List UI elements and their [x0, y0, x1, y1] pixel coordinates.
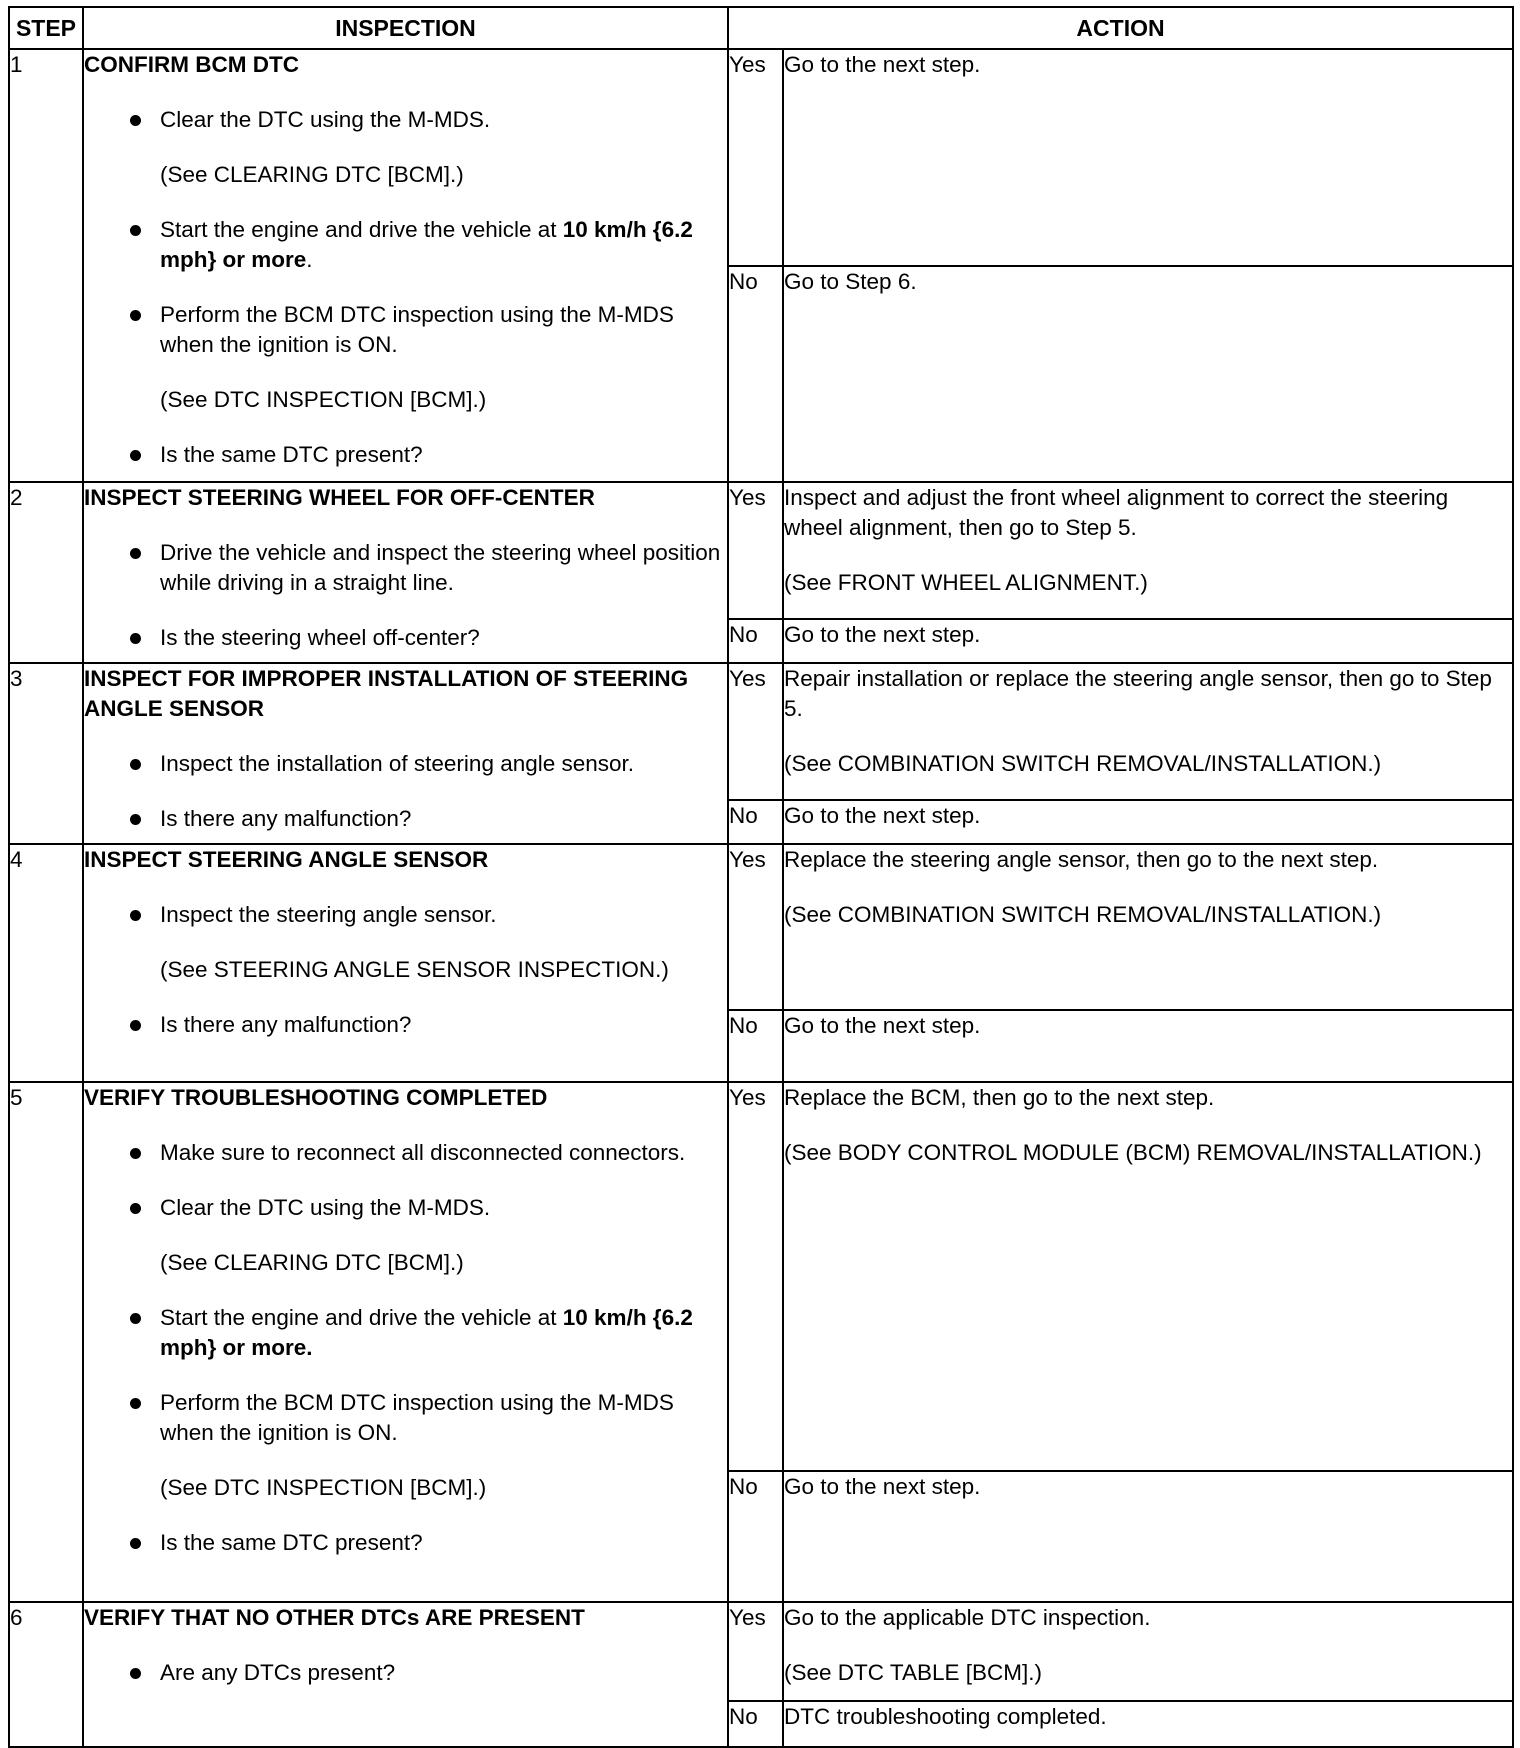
reference-note: (See CLEARING DTC [BCM].): [160, 1250, 464, 1275]
no-action: Go to the next step.: [783, 1471, 1513, 1602]
item-text: Drive the vehicle and inspect the steering wheel position while driving in a straight line.: [160, 540, 721, 595]
step-row: [9, 1082, 1513, 1471]
no-action: Go to the next step.: [783, 800, 1513, 844]
reference-note: (See CLEARING DTC [BCM].): [160, 162, 464, 187]
yes-label: Yes: [728, 663, 783, 800]
reference-note: (See DTC INSPECTION [BCM].): [160, 387, 487, 412]
yes-action-text: Inspect and adjust the front wheel alignment to correct the steering wheel alignment, then go to Step 5.: [784, 485, 1449, 540]
inspection-item: [84, 1388, 727, 1448]
inspection-cell: [83, 663, 728, 844]
yes-action-text: Replace the steering angle sensor, then go to the next step.: [784, 847, 1379, 872]
item-bold-text: 10 km/h {6.2 mph} or more: [160, 217, 693, 272]
inspection-cell: [83, 482, 728, 663]
step-title: VERIFY TROUBLESHOOTING COMPLETED: [84, 1085, 548, 1110]
yes-action: [783, 844, 1513, 1010]
inspection-cell: [83, 1602, 728, 1747]
step-row: [9, 844, 1513, 1010]
inspection-list: [84, 1138, 727, 1558]
no-action: Go to the next step.: [783, 619, 1513, 663]
inspection-item: [84, 1010, 727, 1040]
item-text: Perform the BCM DTC inspection using the M-MDS when the ignition is ON.: [160, 1390, 674, 1445]
inspection-list: [84, 900, 727, 1040]
yes-action-note: (See DTC TABLE [BCM].): [784, 1660, 1042, 1685]
inspection-item: [84, 300, 727, 360]
yes-action-text: Go to the applicable DTC inspection.: [784, 1605, 1151, 1630]
inspection-cell: [83, 1082, 728, 1602]
inspection-item: [84, 749, 727, 779]
step-number: 5: [9, 1082, 83, 1602]
item-text: Is there any malfunction?: [160, 806, 412, 831]
yes-action-text: Repair installation or replace the steering angle sensor, then go to Step 5.: [784, 666, 1492, 721]
inspection-item: [84, 538, 727, 598]
inspection-item: [84, 900, 727, 930]
inspection-item: [84, 1303, 727, 1363]
item-text: Is the same DTC present?: [160, 1530, 423, 1555]
inspection-list: [84, 105, 727, 470]
item-text: Inspect the steering angle sensor.: [160, 902, 497, 927]
no-action: DTC troubleshooting completed.: [783, 1701, 1513, 1747]
yes-label: Yes: [728, 844, 783, 1010]
item-text: Start the engine and drive the vehicle at: [160, 1305, 563, 1330]
step-number: 6: [9, 1602, 83, 1747]
yes-action-note: (See COMBINATION SWITCH REMOVAL/INSTALLATION.): [784, 902, 1382, 927]
item-text: Inspect the installation of steering angle sensor.: [160, 751, 635, 776]
item-text: Clear the DTC using the M-MDS.: [160, 1195, 491, 1220]
header-row: [9, 7, 1513, 49]
no-label: No: [728, 1010, 783, 1082]
inspection-item: [84, 215, 727, 275]
inspection-cell: [83, 844, 728, 1082]
no-label: No: [728, 1471, 783, 1602]
yes-action-note: (See COMBINATION SWITCH REMOVAL/INSTALLATION.): [784, 751, 1382, 776]
item-text: Is the same DTC present?: [160, 442, 423, 467]
step-number: 1: [9, 49, 83, 482]
step-row: [9, 482, 1513, 619]
step-row: [9, 663, 1513, 800]
yes-label: Yes: [728, 49, 783, 266]
reference-note: (See STEERING ANGLE SENSOR INSPECTION.): [160, 957, 669, 982]
inspection-item: [84, 623, 727, 653]
item-text: Is there any malfunction?: [160, 1012, 412, 1037]
inspection-item: [84, 1658, 727, 1688]
yes-action: [783, 49, 1513, 266]
step-number: 4: [9, 844, 83, 1082]
step-title: INSPECT FOR IMPROPER INSTALLATION OF STEERING ANGLE SENSOR: [84, 666, 689, 721]
item-text: Start the engine and drive the vehicle at: [160, 217, 563, 242]
inspection-list: [84, 749, 727, 834]
yes-action: [783, 1602, 1513, 1701]
step-row: [9, 49, 1513, 266]
inspection-list: [84, 538, 727, 653]
yes-label: Yes: [728, 1082, 783, 1471]
step-title: INSPECT STEERING WHEEL FOR OFF-CENTER: [84, 485, 595, 510]
inspection-item: [84, 1193, 727, 1223]
inspection-cell: [83, 49, 728, 482]
inspection-item: [84, 804, 727, 834]
header-action: ACTION: [728, 7, 1513, 49]
yes-action: [783, 663, 1513, 800]
item-text: Make sure to reconnect all disconnected connectors.: [160, 1140, 686, 1165]
yes-action-text: Go to the next step.: [784, 52, 981, 77]
yes-label: Yes: [728, 482, 783, 619]
reference-note: (See DTC INSPECTION [BCM].): [160, 1475, 487, 1500]
step-title: INSPECT STEERING ANGLE SENSOR: [84, 847, 489, 872]
header-inspection: INSPECTION: [83, 7, 728, 49]
no-label: No: [728, 800, 783, 844]
inspection-item: [84, 440, 727, 470]
no-label: No: [728, 1701, 783, 1747]
no-label: No: [728, 266, 783, 482]
inspection-list: [84, 1658, 727, 1688]
inspection-item: [84, 105, 727, 135]
yes-action-text: Replace the BCM, then go to the next step.: [784, 1085, 1215, 1110]
item-text: Clear the DTC using the M-MDS.: [160, 107, 491, 132]
yes-action: [783, 482, 1513, 619]
yes-action-note: (See BODY CONTROL MODULE (BCM) REMOVAL/INSTALLATION.): [784, 1140, 1482, 1165]
no-action: Go to Step 6.: [783, 266, 1513, 482]
no-action: Go to the next step.: [783, 1010, 1513, 1082]
header-step: STEP: [9, 7, 83, 49]
inspection-item: [84, 1138, 727, 1168]
step-title: CONFIRM BCM DTC: [84, 52, 299, 77]
item-text: Perform the BCM DTC inspection using the M-MDS when the ignition is ON.: [160, 302, 674, 357]
no-label: No: [728, 619, 783, 663]
item-text: Are any DTCs present?: [160, 1660, 396, 1685]
step-number: 3: [9, 663, 83, 844]
inspection-item: [84, 1528, 727, 1558]
step-row: [9, 1602, 1513, 1701]
step-title: VERIFY THAT NO OTHER DTCs ARE PRESENT: [84, 1605, 585, 1630]
item-text: Is the steering wheel off-center?: [160, 625, 480, 650]
troubleshooting-table: [8, 6, 1514, 1748]
item-bold-text: 10 km/h {6.2 mph} or more.: [160, 1305, 693, 1360]
step-number: 2: [9, 482, 83, 663]
yes-action-note: (See FRONT WHEEL ALIGNMENT.): [784, 570, 1148, 595]
yes-action: [783, 1082, 1513, 1471]
yes-label: Yes: [728, 1602, 783, 1701]
item-after-text: .: [306, 247, 313, 272]
